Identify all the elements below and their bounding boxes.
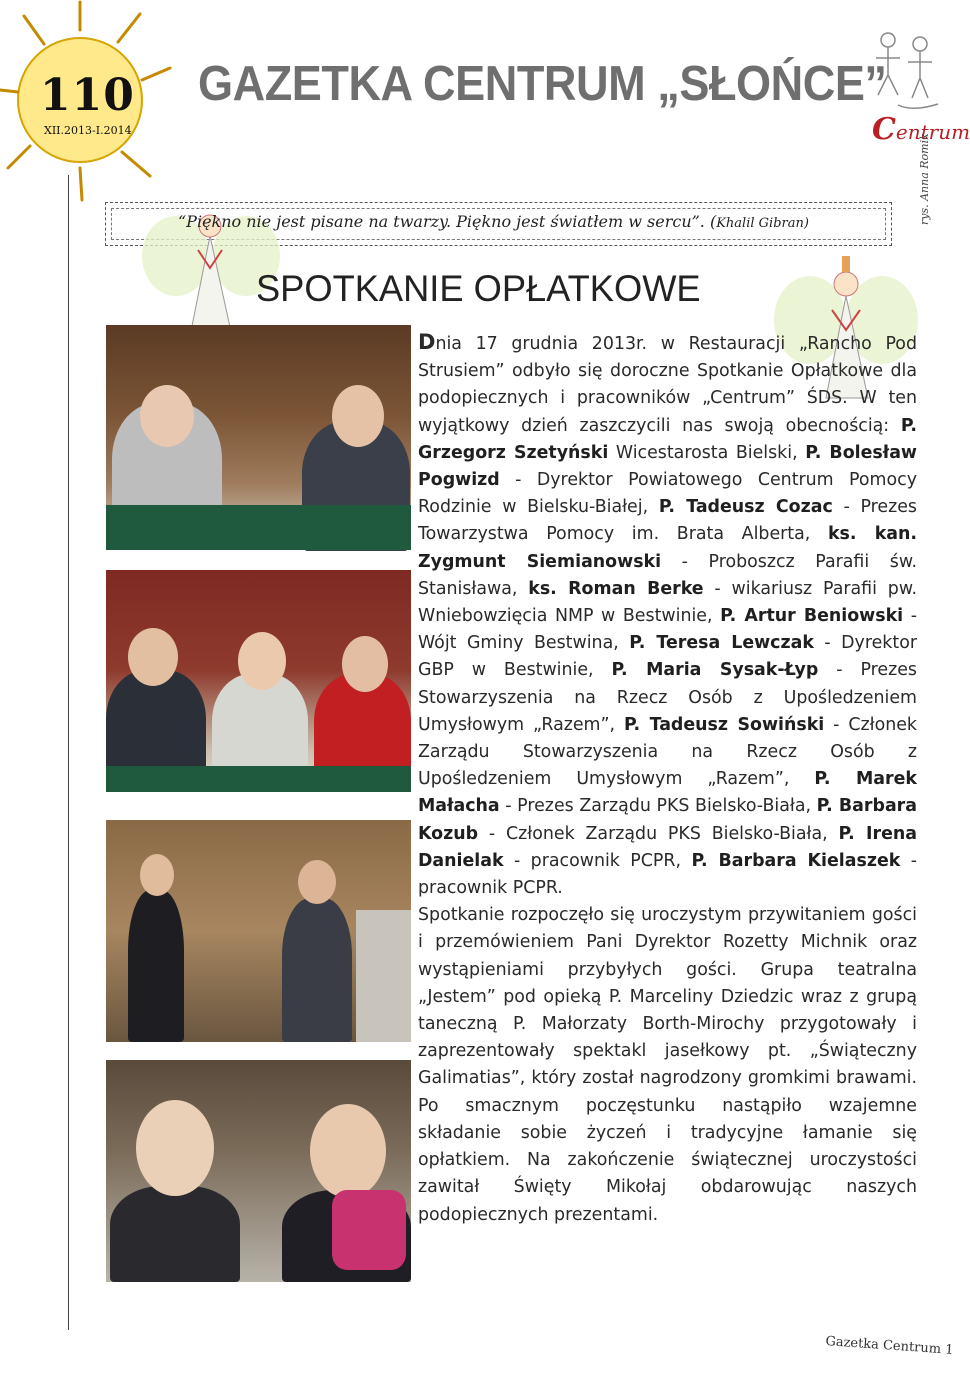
photo-speech <box>106 820 411 1042</box>
guest-name: ks. kan. Zygmunt Siemianowski <box>418 524 917 572</box>
quote-author: Khalil Gibran) <box>716 216 809 231</box>
quote-text: “Piękno nie jest pisane na twarzy. Piękno jest światłem w sercu”. ( <box>178 212 717 231</box>
text-run: - wikariusz Parafii pw. Wniebowzięcia NMP w Bestwinie, <box>418 578 917 627</box>
guest-name: P. Barbara Kielaszek <box>691 850 901 871</box>
text-run: - Prezes Zarządu PKS Bielsko-Biała, <box>499 796 817 817</box>
photo-guests-seated <box>106 570 411 792</box>
guest-name: P. Irena Danielak <box>418 823 917 871</box>
guest-name: P. Tadeusz Cozac <box>658 497 833 518</box>
issue-date: XII.2013-I.2014 <box>44 124 132 137</box>
text-run: - pracownik PCPR, <box>503 850 692 871</box>
guest-name: P. Bolesław Pogwizd <box>418 442 918 491</box>
issue-number: 110 <box>40 70 135 121</box>
text-run: - Wójt Gminy Bestwina, <box>418 606 917 654</box>
guest-name: ks. Roman Berke <box>528 578 704 599</box>
masthead-title: GAZETKA CENTRUM „SŁOŃCE” <box>198 57 887 111</box>
article-paragraph-guests <box>418 329 917 902</box>
left-margin-rule <box>68 175 69 1330</box>
text-run: Wicestarosta Bielski, <box>608 442 806 463</box>
guest-name: P. Teresa Lewczak <box>629 633 814 654</box>
article-paragraph-event: Spotkanie rozpoczęło się uroczystym przywitaniem gości i przemówieniem Pani Dyrektor Rozetty Michnik oraz wystąpieniami przybyłych gości. Grupa teatralna „Jestem” pod opieką P. Marceliny Dziedzic wraz z grupą taneczną P. Małorzaty Borth-Mirochy przygotowały i zaprezentowały spektakl jasełkowy pt. „Świąteczny Galimatias”, który został nagrodzony gromkimi brawami. Po smacznym poczęstunku nastąpiło wzajemne składanie sobie życzeń i tradycyjne łamanie się opłatkiem. Na zakończenie świątecznej uroczystości zawitał Święty Mikołaj obdarowując naszych podopiecznych prezentami. <box>418 905 917 1225</box>
text-run: - Dyrektor GBP w Bestwinie, <box>418 633 917 681</box>
logo-initial: C <box>872 112 896 147</box>
text-run: - Członek Zarządu PKS Bielsko-Biała, <box>478 823 839 844</box>
photo-two-women <box>106 1060 411 1282</box>
text-run: - Prezes Stowarzyszenia na Rzecz Osób z Upośledzeniem Umysłowym „Razem”, <box>418 660 917 735</box>
guest-name: P. Maria Sysak-Łyp <box>611 660 819 681</box>
guest-name: P. Tadeusz Sowiński <box>623 714 825 735</box>
dropcap: D <box>418 330 436 354</box>
logo-text: entrum <box>895 120 970 144</box>
guest-name: P. Barbara Kozub <box>418 796 917 844</box>
guest-name: P. Marek Małacha <box>418 769 917 817</box>
article-body <box>418 329 917 1229</box>
photo-guests-table <box>106 325 411 550</box>
page-footer: Gazetka Centrum 1 <box>824 1334 954 1358</box>
text-run: - Prezes Towarzystwa Pomocy im. Brata Alberta, <box>418 497 917 545</box>
text-run: nia 17 grudnia 2013r. w Restauracji „Rancho Pod Strusiem” odbyło się doroczne Spotkanie Opłatkowe dla podopiecznych i pracowników „Centrum” ŚDS. W ten wyjątkowy dzień zaszczycili nas swoją obecnością: <box>418 334 917 436</box>
text-run: - Członek Zarządu Stowarzyszenia na Rzecz Osób z Upośledzeniem Umysłowym „Razem”, <box>418 714 917 790</box>
illustration-credit: rys. Anna Romik <box>918 133 931 225</box>
text-run: - Dyrektor Powiatowego Centrum Pomocy Rodzinie w Bielsku-Białej, <box>418 470 917 518</box>
text-run: - Proboszcz Parafii św. Stanisława, <box>418 551 918 599</box>
article-headline: SPOTKANIE OPŁATKOWE <box>256 268 701 309</box>
guest-name: P. Grzegorz Szetyński <box>418 415 917 463</box>
text-run: - pracownik PCPR. <box>418 850 918 899</box>
logo-figures-icon <box>868 20 948 115</box>
guest-name: P. Artur Beniowski <box>720 606 904 627</box>
quote <box>178 212 809 231</box>
